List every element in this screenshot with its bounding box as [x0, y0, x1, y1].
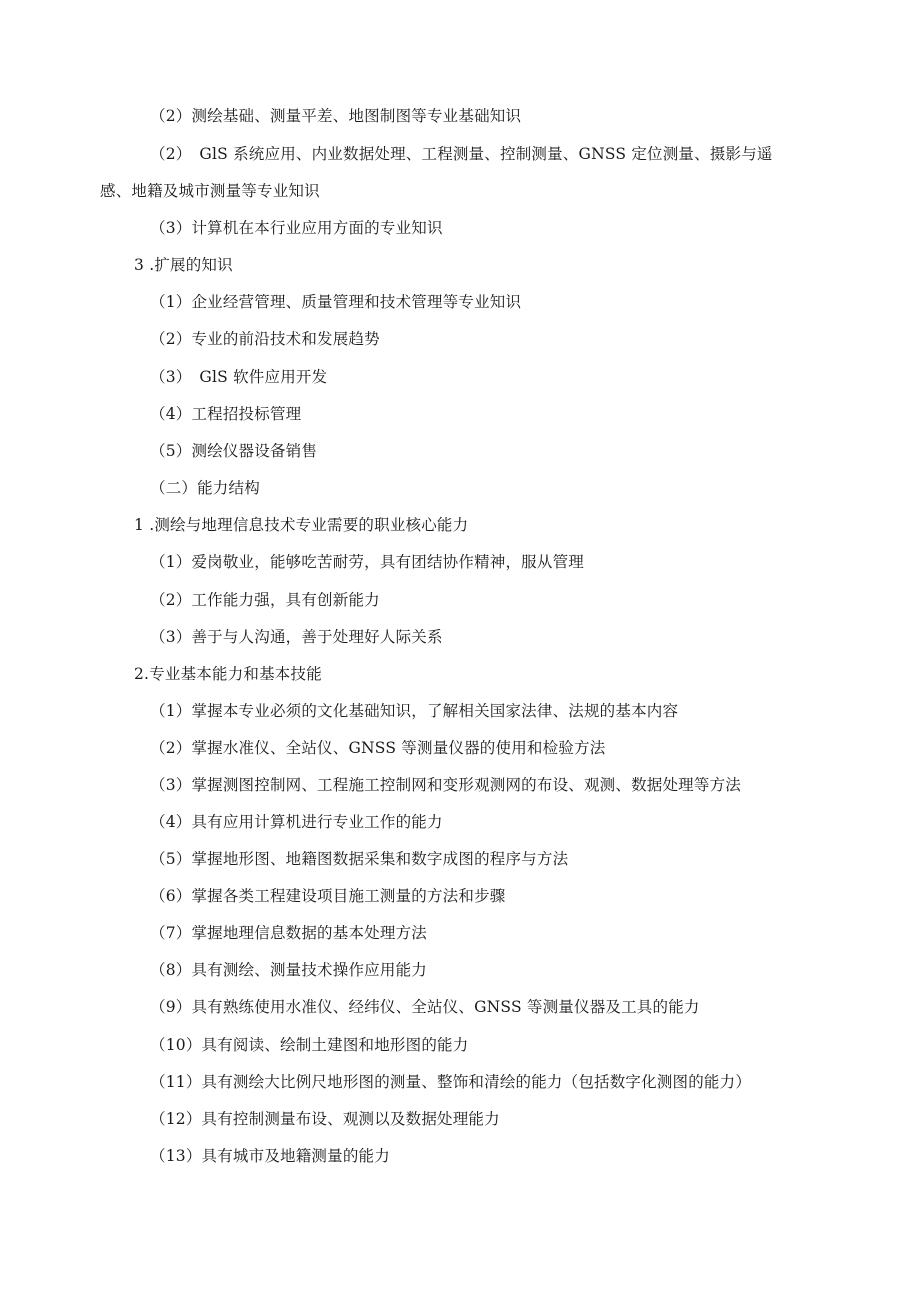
text-line: （8）具有测绘、测量技术操作应用能力 — [150, 961, 427, 979]
text-line: （3） GlS 软件应用开发 — [150, 368, 328, 386]
text-line: （2） GlS 系统应用、内业数据处理、工程测量、控制测量、GNSS 定位测量、摄影与遥 — [150, 145, 773, 163]
section-heading: 2.专业基本能力和基本技能 — [134, 665, 322, 683]
text-line: （1）掌握本专业必须的文化基础知识，了解相关国家法律、法规的基本内容 — [150, 702, 679, 720]
text-line: （13）具有城市及地籍测量的能力 — [150, 1147, 390, 1165]
text-line: （5）测绘仪器设备销售 — [150, 442, 318, 460]
text-line: （3）计算机在本行业应用方面的专业知识 — [150, 219, 443, 237]
text-line: （2）专业的前沿技术和发展趋势 — [150, 330, 380, 348]
text-line: （3）善于与人沟通，善于处理好人际关系 — [150, 628, 443, 646]
text-line: （10）具有阅读、绘制土建图和地形图的能力 — [150, 1036, 469, 1054]
text-line: （6）掌握各类工程建设项目施工测量的方法和步骤 — [150, 887, 506, 905]
text-line: （12）具有控制测量布设、观测以及数据处理能力 — [150, 1110, 500, 1128]
text-line: （2）掌握水准仪、全站仪、GNSS 等测量仪器的使用和检验方法 — [150, 739, 606, 757]
section-heading: 1 .测绘与地理信息技术专业需要的职业核心能力 — [134, 516, 469, 534]
text-line: （4）工程招投标管理 — [150, 405, 302, 423]
text-line: （1）企业经营管理、质量管理和技术管理等专业知识 — [150, 293, 522, 311]
text-line: （4）具有应用计算机进行专业工作的能力 — [150, 813, 443, 831]
text-line: （2）工作能力强，具有创新能力 — [150, 591, 380, 609]
section-heading: 3 .扩展的知识 — [134, 256, 233, 274]
text-line: （5）掌握地形图、地籍图数据采集和数字成图的程序与方法 — [150, 850, 569, 868]
section-heading: （二）能力结构 — [150, 479, 260, 497]
text-line: （11）具有测绘大比例尺地形图的测量、整饰和清绘的能力（包括数字化测图的能力） — [150, 1073, 752, 1091]
text-line: （2）测绘基础、测量平差、地图制图等专业基础知识 — [150, 107, 522, 125]
text-line: （1）爱岗敬业，能够吃苦耐劳，具有团结协作精神，服从管理 — [150, 553, 584, 571]
text-line: （7）掌握地理信息数据的基本处理方法 — [150, 924, 427, 942]
text-line: 感、地籍及城市测量等专业知识 — [100, 182, 320, 200]
text-line: （3）掌握测图控制网、工程施工控制网和变形观测网的布设、观测、数据处理等方法 — [150, 776, 741, 794]
text-line: （9）具有熟练使用水准仪、经纬仪、全站仪、GNSS 等测量仪器及工具的能力 — [150, 998, 700, 1016]
